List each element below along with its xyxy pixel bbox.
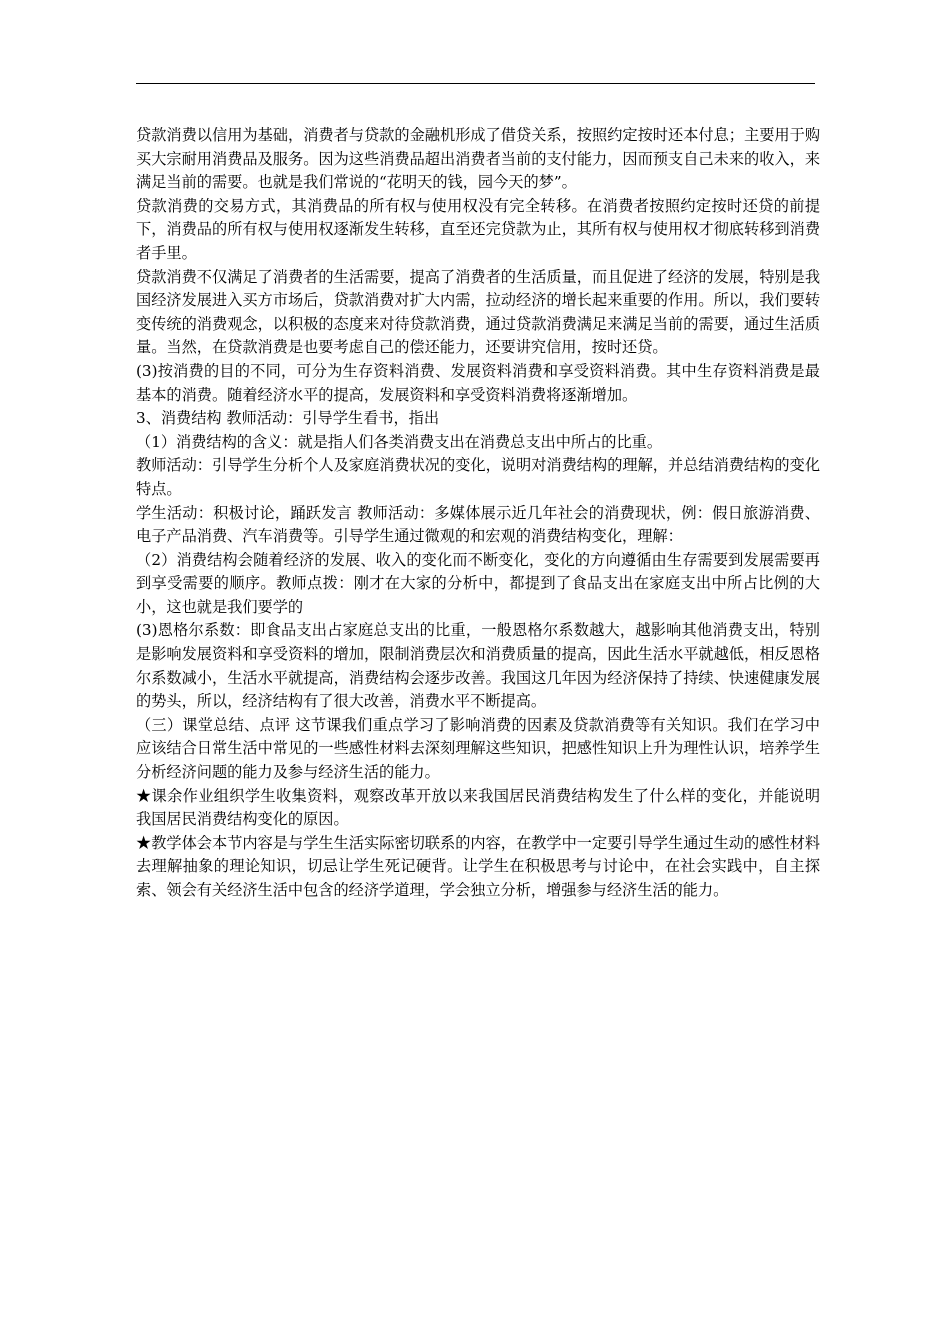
paragraph-engel-coefficient: (3)恩格尔系数：即食品支出占家庭总支出的比重，一般恩格尔系数越大，越影响其他消费支出，特别是影响发展资料和享受资料的增加，限制消费层次和消费质量的提高，因此生活水平就越低，相反恩格尔系数减小，生活水平就提高，消费结构会逐步改善。我国这几年因为经济保持了持续、快速健康发展的势头，所以，经济结构有了很大改善，消费水平不断提高。 (136, 621, 820, 711)
paragraph-structure-change: （2）消费结构会随着经济的发展、收入的变化而不断变化，变化的方向遵循由生存需要到发展需要再到享受需要的顺序。教师点拨：刚才在大家的分析中，都提到了食品支出在家庭支出中所占比例的大小，这也就是我们要学的 (136, 550, 820, 616)
paragraph-structure-definition: （1）消费结构的含义：就是指人们各类消费支出在消费总支出中所占的比重。 (136, 432, 663, 451)
paragraph-teacher-activity: 教师活动：引导学生分析个人及家庭消费状况的变化，说明对消费结构的理解，并总结消费结构的变化特点。 (136, 456, 820, 498)
paragraph-teaching-reflection: ★教学体会本节内容是与学生生活实际密切联系的内容，在教学中一定要引导学生通过生动的感性材料去理解抽象的理论知识，切忌让学生死记硬背。让学生在积极思考与讨论中，在社会实践中，自主探索、领会有关经济生活中包含的经济学道理，学会独立分析，增强参与经济生活的能力。 (136, 833, 820, 899)
section-heading-consumption-structure: 3、消费结构 教师活动：引导学生看书，指出 (136, 409, 440, 428)
paragraph-homework: ★课余作业组织学生收集资料，观察改革开放以来我国居民消费结构发生了什么样的变化，并能说明 我国居民消费结构变化的原因。 (136, 786, 820, 829)
header-rule (136, 83, 815, 84)
document-body (136, 124, 820, 903)
paragraph-loan-transaction-mode: 贷款消费的交易方式，其消费品的所有权与使用权没有完全转移。在消费者按照约定按时还贷的前提下，消费品的所有权与使用权逐渐发生转移，直至还完贷款为止，其所有权与使用权才彻底转移到消费者手里。 (136, 196, 820, 262)
paragraph-consumption-purpose: (3)按消费的目的不同，可分为生存资料消费、发展资料消费和享受资料消费。其中生存资料消费是最基本的消费。随着经济水平的提高，发展资料和享受资料消费将逐渐增加。 (136, 361, 820, 404)
paragraph-loan-consumption-basis: 贷款消费以信用为基础，消费者与贷款的金融机形成了借贷关系，按照约定按时还本付息；主要用于购买大宗耐用消费品及服务。因为这些消费品超出消费者当前的支付能力，因而预支自己未来的收入，来满足当前的需要。也就是我们常说的“花明天的钱，园今天的梦”。 (136, 126, 820, 192)
paragraph-class-summary: （三）课堂总结、点评 这节课我们重点学习了影响消费的因素及贷款消费等有关知识。我们在学习中应该结合日常生活中常见的一些感性材料去深刻理解这些知识，把感性知识上升为理性认识，培养学生分析经济问题的能力及参与经济生活的能力。 (136, 715, 820, 782)
paragraph-student-activity: 学生活动：积极讨论，踊跃发言 教师活动：多媒体展示近几年社会的消费现状，例：假日旅游消费、电子产品消费、汽车消费等。引导学生通过微观的和宏观的消费结构变化，理解： (136, 503, 820, 546)
paragraph-loan-consumption-significance: 贷款消费不仅满足了消费者的生活需要，提高了消费者的生活质量，而且促进了经济的发展，特别是我国经济发展进入买方市场后，贷款消费对扩大内需，拉动经济的增长起来重要的作用。所以，我们要转变传统的消费观念，以积极的态度来对待贷款消费，通过贷款消费满足来满足当前的需要，通过生活质量。当然，在贷款消费是也要考虑自己的偿还能力，还要讲究信用，按时还贷。 (136, 267, 820, 357)
